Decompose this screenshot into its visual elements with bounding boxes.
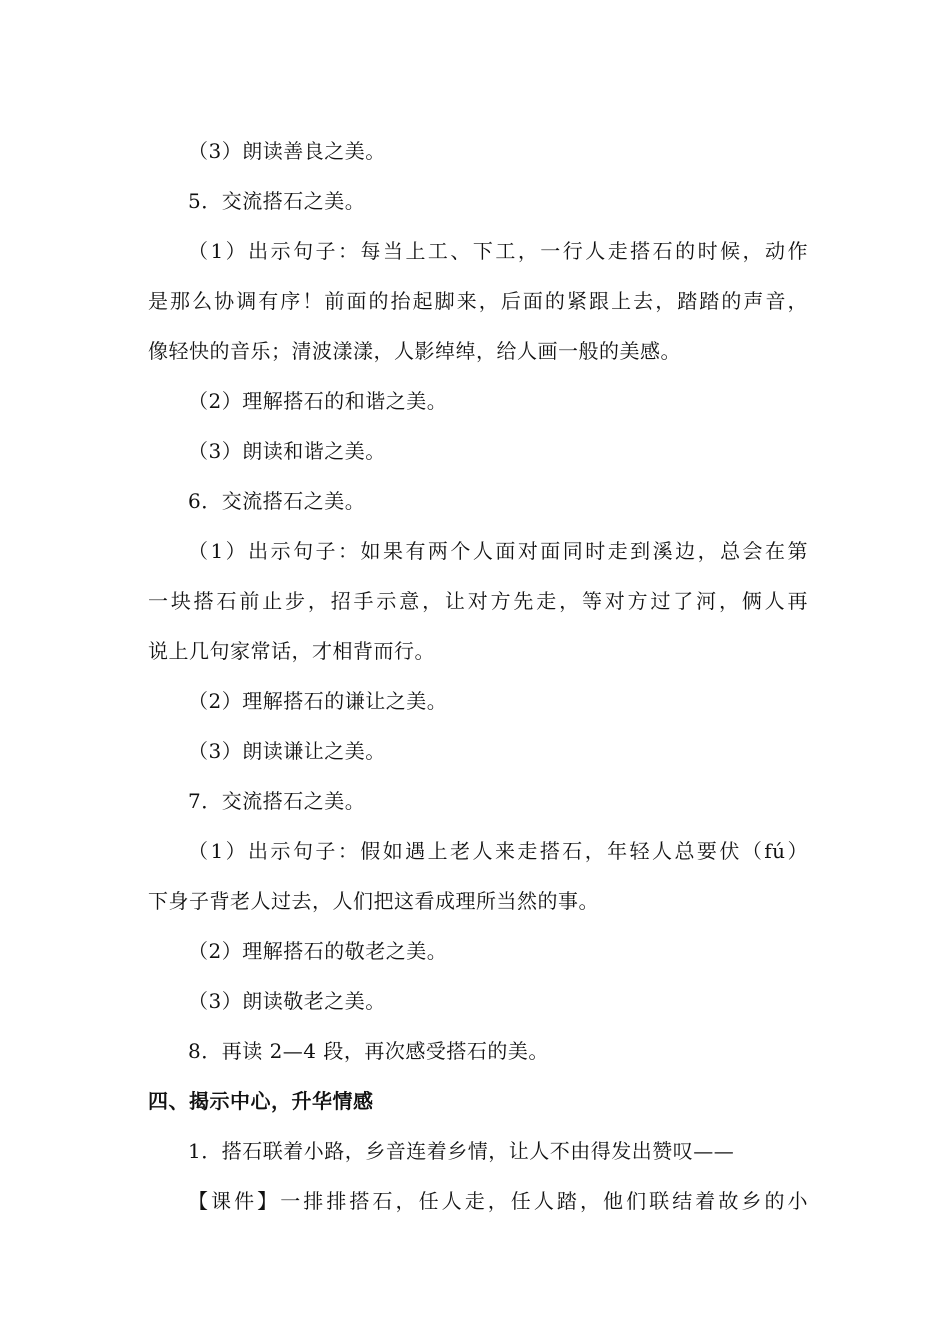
text-line: 【课件】一排排搭石，任人走，任人踏，他们联结着故乡的小 <box>188 1189 808 1213</box>
text-line: （3）朗读善良之美。 <box>188 139 386 163</box>
list-item-heading: 6．交流搭石之美。 <box>188 489 366 513</box>
text-line: （1）出示句子：如果有两个人面对面同时走到溪边，总会在第 <box>188 539 808 563</box>
text-line: 说上几句家常话，才相背而行。 <box>148 639 435 663</box>
text-line: （3）朗读和谐之美。 <box>188 439 386 463</box>
text-line: 一块搭石前止步，招手示意，让对方先走，等对方过了河，俩人再 <box>148 589 808 613</box>
text-line: （2）理解搭石的谦让之美。 <box>188 689 448 713</box>
text-line: （2）理解搭石的和谐之美。 <box>188 389 448 413</box>
list-item-heading: 5．交流搭石之美。 <box>188 189 366 213</box>
text-line: （3）朗读敬老之美。 <box>188 989 386 1013</box>
text-line: （2）理解搭石的敬老之美。 <box>188 939 448 963</box>
text-line: 是那么协调有序！前面的抬起脚来，后面的紧跟上去，踏踏的声音， <box>148 289 808 313</box>
text-line: （3）朗读谦让之美。 <box>188 739 386 763</box>
text-line: （1）出示句子：假如遇上老人来走搭石，年轻人总要伏（fú） <box>188 839 808 863</box>
list-item-heading: 8．再读 2—4 段，再次感受搭石的美。 <box>188 1039 549 1063</box>
text-line: （1）出示句子：每当上工、下工，一行人走搭石的时候，动作 <box>188 239 808 263</box>
text-line: 1．搭石联着小路，乡音连着乡情，让人不由得发出赞叹—— <box>188 1139 735 1163</box>
list-item-heading: 7．交流搭石之美。 <box>188 789 366 813</box>
section-heading: 四、揭示中心，升华情感 <box>148 1089 374 1113</box>
text-line: 像轻快的音乐；清波漾漾，人影绰绰，给人画一般的美感。 <box>148 339 681 363</box>
text-line: 下身子背老人过去，人们把这看成理所当然的事。 <box>148 889 599 913</box>
